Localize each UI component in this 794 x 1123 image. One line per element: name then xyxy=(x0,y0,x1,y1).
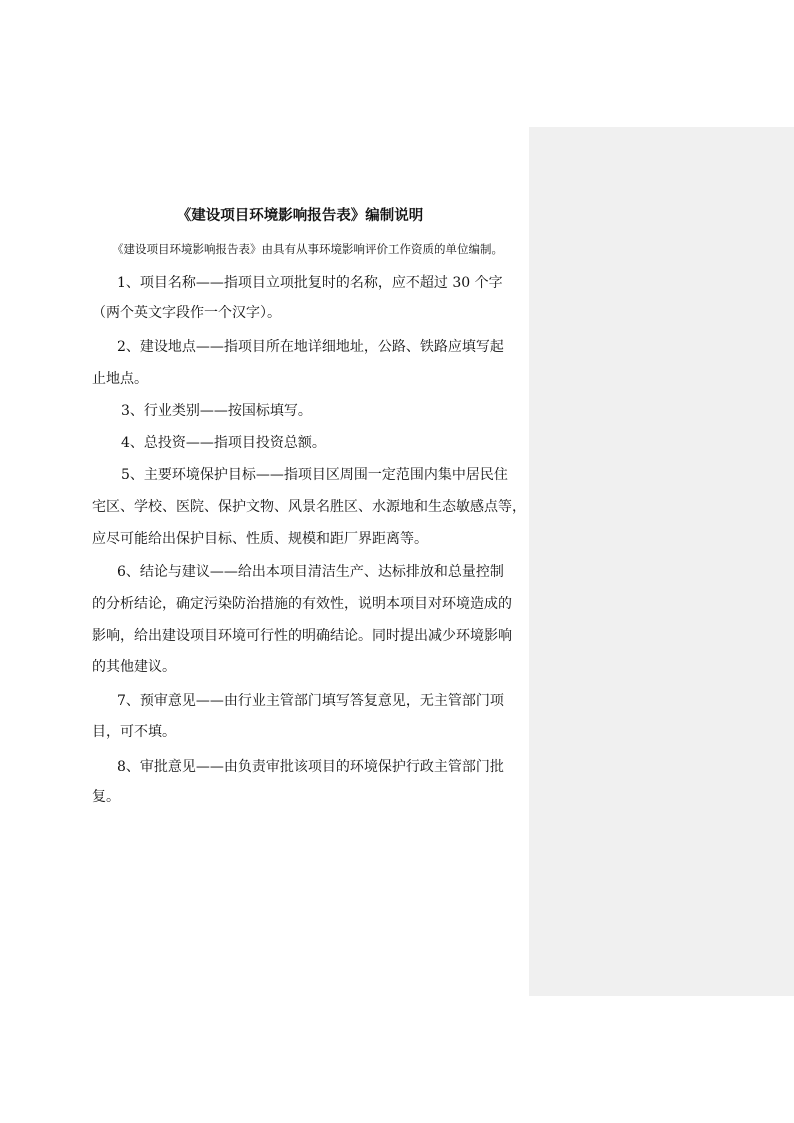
item-5-line-1: 5、主要环境保护目标——指项目区周围一定范围内集中居民住 xyxy=(121,467,508,483)
item-6-line-3: 影响，给出建设项目环境可行性的明确结论。同时提出减少环境影响 xyxy=(92,628,512,644)
item-6-line-2: 的分析结论，确定污染防治措施的有效性，说明本项目对环境造成的 xyxy=(92,596,512,612)
item-3-line-1: 3、行业类别——按国标填写。 xyxy=(121,403,312,419)
item-2-line-1: 2、建设地点——指项目所在地详细地址，公路、铁路应填写起 xyxy=(117,339,504,355)
item-4-line-1: 4、总投资——指项目投资总额。 xyxy=(121,435,326,451)
item-5-line-2: 宅区、学校、医院、保护文物、风景名胜区、水源地和生态敏感点等， xyxy=(92,499,526,515)
item-7-line-2: 目，可不填。 xyxy=(92,724,176,740)
document-title: 《建设项目环境影响报告表》编制说明 xyxy=(176,207,424,224)
item-2-line-2: 止地点。 xyxy=(92,371,148,387)
item-8-line-1: 8、审批意见——由负责审批该项目的环境保护行政主管部门批 xyxy=(117,759,504,775)
document-intro: 《建设项目环境影响报告表》由具有从事环境影响评价工作资质的单位编制。 xyxy=(112,242,503,256)
item-8-line-2: 复。 xyxy=(92,789,120,805)
item-6-line-1: 6、结论与建议——给出本项目清洁生产、达标排放和总量控制 xyxy=(117,564,504,580)
item-1-line-1: 1、项目名称——指项目立项批复时的名称，应不超过 30 个字 xyxy=(117,275,503,291)
item-5-line-3: 应尽可能给出保护目标、性质、规模和距厂界距离等。 xyxy=(92,531,428,547)
item-6-line-4: 的其他建议。 xyxy=(92,659,176,675)
comment-pane xyxy=(529,127,794,996)
item-1-line-2: （两个英文字段作一个汉字）。 xyxy=(92,305,281,321)
item-7-line-1: 7、预审意见——由行业主管部门填写答复意见，无主管部门项 xyxy=(117,693,504,709)
